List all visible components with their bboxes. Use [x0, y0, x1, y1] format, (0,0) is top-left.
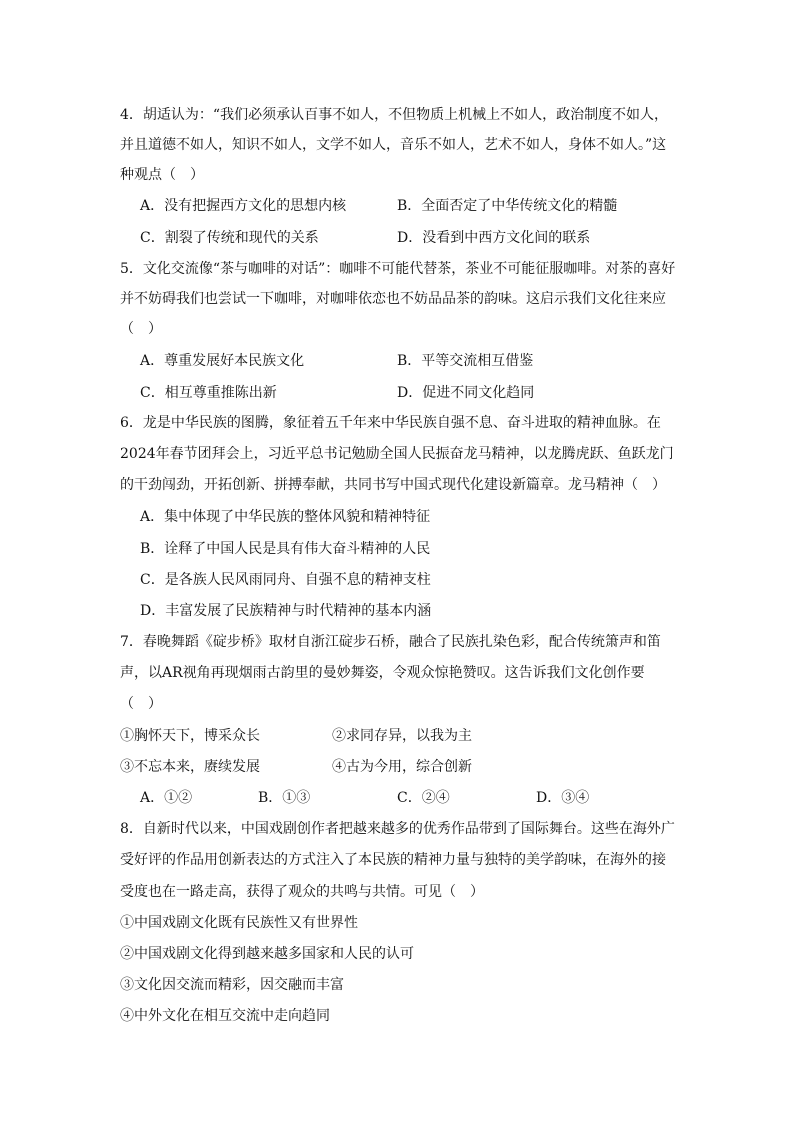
q5-option-a[interactable]: A．尊重发展好本民族文化	[140, 353, 305, 369]
q5-stem-line-1: 5．文化交流像“茶与咖啡的对话”：咖啡不可能代替茶，茶业不可能征服咖啡。对茶的喜好	[120, 261, 676, 277]
q5-option-d[interactable]: D．促进不同文化趋同	[397, 385, 535, 401]
q8-stem-line-2: 受好评的作品用创新表达的方式注入了本民族的精神力量与独特的美学韵味，在海外的接	[120, 852, 666, 868]
q8-stem-line-3: 受度也在一路走高，获得了观众的共鸣与共情。可见（ ）	[120, 884, 484, 900]
q7-stem-line-3: （ ）	[120, 696, 162, 712]
q8-item-1: ①中国戏剧文化既有民族性又有世界性	[120, 915, 358, 931]
q4-stem-line-1: 4．胡适认为：“我们必须承认百事不如人，不但物质上机械上不如人，政治制度不如人，	[120, 107, 669, 123]
q5-option-b[interactable]: B．平等交流相互借鉴	[397, 353, 534, 369]
q7-stem-line-2: 声，以AR视角再现烟雨古韵里的曼妙舞姿，令观众惊艳赞叹。这告诉我们文化创作要	[120, 665, 645, 681]
q6-option-a[interactable]: A．集中体现了中华民族的整体风貌和精神特征	[140, 509, 431, 525]
q6-option-c[interactable]: C．是各族人民风雨同舟、自强不息的精神支柱	[140, 572, 431, 588]
q4-stem-line-3: 种观点（ ）	[120, 167, 204, 183]
q8-stem-line-1: 8．自新时代以来，中国戏剧创作者把越来越多的优秀作品带到了国际舞台。这些在海外广	[120, 821, 675, 837]
q4-option-d[interactable]: D．没看到中西方文化间的联系	[397, 230, 591, 246]
q5-option-c[interactable]: C．相互尊重推陈出新	[140, 385, 277, 401]
q6-stem-line-3: 的干劲闯劲，开拓创新、拼搏奉献，共同书写中国式现代化建设新篇章。龙马精神（ ）	[120, 477, 666, 493]
q4-stem-line-2: 并且道德不如人，知识不如人，文学不如人，音乐不如人，艺术不如人，身体不如人。”这	[120, 137, 667, 153]
q4-option-a[interactable]: A．没有把握西方文化的思想内核	[140, 198, 347, 214]
q7-item-1: ①胸怀天下，博采众长	[120, 728, 260, 744]
q8-item-3: ③文化因交流而精彩，因交融而丰富	[120, 977, 344, 993]
q7-stem-line-1: 7．春晚舞蹈《碇步桥》取材自浙江碇步石桥，融合了民族扎染色彩，配合传统箫声和笛	[120, 634, 661, 650]
q4-option-c[interactable]: C．割裂了传统和现代的关系	[140, 230, 319, 246]
q5-stem-line-2: 并不妨碍我们也尝试一下咖啡，对咖啡依恋也不妨品品茶的韵味。这启示我们文化往来应	[120, 291, 666, 307]
q7-option-c[interactable]: C．②④	[397, 790, 450, 806]
q8-item-2: ②中国戏剧文化得到越来越多国家和人民的认可	[120, 946, 414, 962]
q6-option-d[interactable]: D．丰富发展了民族精神与时代精神的基本内涵	[140, 603, 432, 619]
q5-stem-line-3: （ ）	[120, 321, 162, 337]
q8-item-4: ④中外文化在相互交流中走向趋同	[120, 1008, 330, 1024]
q7-item-2: ②求同存异，以我为主	[332, 728, 472, 744]
q7-option-b[interactable]: B．①③	[258, 790, 311, 806]
q6-stem-line-2: 2024年春节团拜会上，习近平总书记勉励全国人民振奋龙马精神，以龙腾虎跃、鱼跃龙门	[120, 446, 674, 462]
q7-item-4: ④古为今用，综合创新	[332, 759, 472, 775]
q4-option-b[interactable]: B．全面否定了中华传统文化的精髓	[397, 198, 618, 214]
q6-stem-line-1: 6．龙是中华民族的图腾，象征着五千年来中华民族自强不息、奋斗进取的精神血脉。在	[120, 415, 661, 431]
q6-option-b[interactable]: B．诠释了中国人民是具有伟大奋斗精神的人民	[140, 541, 431, 557]
q7-item-3: ③不忘本来，赓续发展	[120, 759, 260, 775]
q7-option-a[interactable]: A．①②	[140, 790, 193, 806]
q7-option-d[interactable]: D．③④	[536, 790, 590, 806]
